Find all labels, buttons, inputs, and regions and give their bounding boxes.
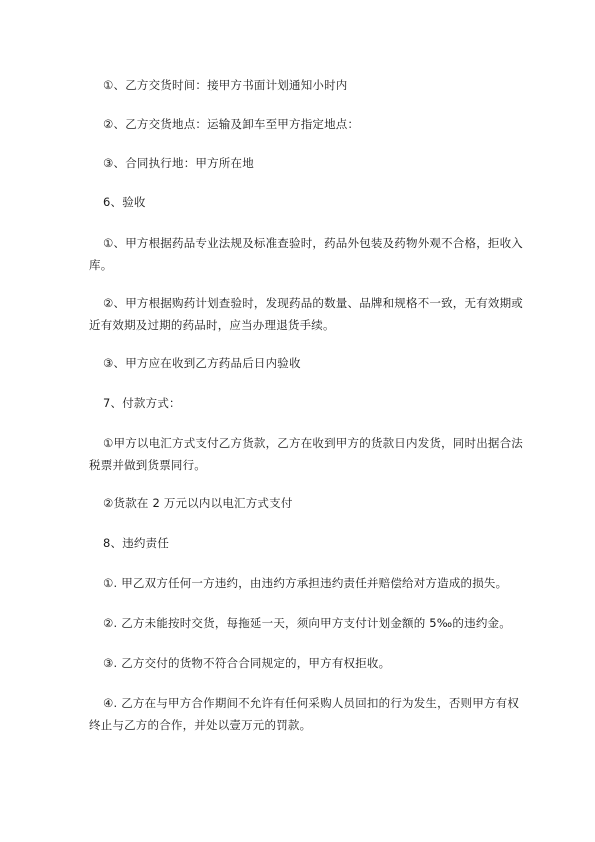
delivery-time-clause: ①、乙方交货时间：接甲方书面计划通知小时内 — [103, 78, 348, 92]
contract-venue-clause: ③、合同执行地：甲方所在地 — [103, 156, 254, 170]
delivery-location-clause: ②、乙方交货地点：运输及卸车至甲方指定地点： — [103, 117, 360, 131]
payment-clause-1: ①甲方以电汇方式支付乙方货款，乙方在收到甲方的货款日内发货，同时出据合法税票并做到货票同行。 — [89, 436, 524, 472]
liability-clause-2: ②. 乙方未能按时交货，每拖延一天，须向甲方支付计划金额的 5‰的违约金。 — [103, 616, 511, 630]
section-heading-acceptance: 6、验收 — [103, 195, 146, 209]
liability-clause-1: ①. 甲乙双方任何一方违约，由违约方承担违约责任并赔偿给对方造成的损失。 — [103, 576, 508, 590]
liability-clause-3: ③. 乙方交付的货物不符合合同规定的，甲方有权拒收。 — [103, 656, 391, 670]
acceptance-clause-3: ③、甲方应在收到乙方药品后日内验收 — [103, 356, 301, 370]
section-heading-liability: 8、违约责任 — [103, 536, 170, 550]
payment-clause-2: ②货款在 2 万元以内以电汇方式支付 — [103, 496, 293, 510]
section-heading-payment: 7、付款方式： — [103, 396, 181, 410]
liability-clause-4: ④. 乙方在与甲方合作期间不允许有任何采购人员回扣的行为发生，否则甲方有权终止与乙方的合作，并处以壹万元的罚款。 — [89, 696, 520, 732]
acceptance-clause-1: ①、甲方根据药品专业法规及标准查验时，药品外包装及药物外观不合格，拒收入库。 — [89, 236, 524, 272]
acceptance-clause-2: ②、甲方根据购药计划查验时，发现药品的数量、品牌和规格不一致，无有效期或近有效期及过期的药品时，应当办理退货手续。 — [89, 296, 524, 332]
